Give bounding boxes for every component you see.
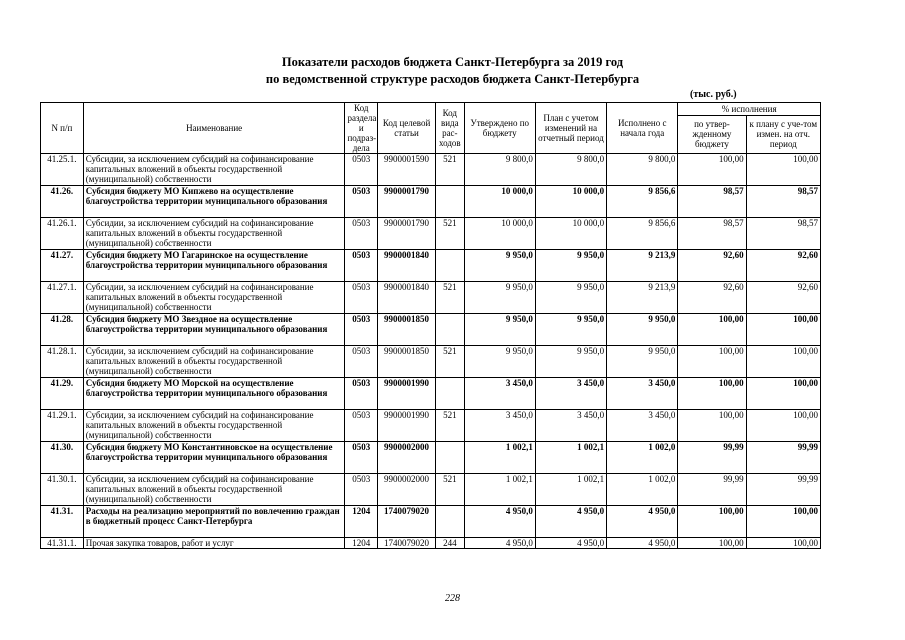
row-kind-cell: 521 — [436, 282, 465, 314]
row-target-cell: 9900001850 — [378, 314, 436, 346]
col-header-pct-group: % исполнения — [678, 103, 821, 116]
row-executed-cell: 9 213,9 — [607, 282, 678, 314]
row-target-cell: 9900001790 — [378, 186, 436, 218]
row-kind-cell — [436, 186, 465, 218]
table-row — [41, 186, 821, 218]
row-approved-cell: 3 450,0 — [464, 378, 535, 410]
col-header-approved: Утверждено по бюджету — [464, 103, 535, 154]
row-executed-cell: 9 856,6 — [607, 186, 678, 218]
row-approved-cell: 1 002,1 — [464, 474, 535, 506]
row-plan-cell: 1 002,1 — [535, 442, 606, 474]
row-pct-budget-cell: 100,00 — [678, 154, 746, 186]
row-target-cell: 9900002000 — [378, 442, 436, 474]
row-kind-cell: 244 — [436, 538, 465, 549]
row-pct-plan-cell: 100,00 — [746, 154, 820, 186]
row-pct-plan-cell: 92,60 — [746, 282, 820, 314]
row-pct-budget-cell: 100,00 — [678, 410, 746, 442]
row-approved-cell: 1 002,1 — [464, 442, 535, 474]
table-row — [41, 538, 821, 549]
report-subtitle: по ведомственной структуре расходов бюджета Санкт-Петербурга — [265, 72, 640, 86]
row-pct-budget-cell: 98,57 — [678, 186, 746, 218]
table-row — [41, 410, 821, 442]
row-name-cell: Субсидия бюджету МО Морской на осуществление благоустройства территории муниципального образования — [83, 378, 345, 410]
row-pct-budget-cell: 92,60 — [678, 250, 746, 282]
table-row — [41, 506, 821, 538]
table-row — [41, 314, 821, 346]
row-section-cell: 0503 — [345, 474, 378, 506]
row-name-cell: Расходы на реализацию мероприятий по вовлечению граждан в бюджетный процесс Санкт-Петербурга — [83, 506, 345, 538]
row-approved-cell: 9 950,0 — [464, 314, 535, 346]
row-section-cell: 0503 — [345, 314, 378, 346]
units-label: (тыс. руб.) — [690, 89, 737, 100]
row-pct-budget-cell: 99,99 — [678, 442, 746, 474]
row-executed-cell: 4 950,0 — [607, 506, 678, 538]
row-section-cell: 1204 — [345, 506, 378, 538]
col-header-plan: План с учетом изменений на отчетный период — [535, 103, 606, 154]
row-approved-cell: 9 800,0 — [464, 154, 535, 186]
row-approved-cell: 3 450,0 — [464, 410, 535, 442]
col-header-kind: Код вида рас-ходов — [436, 103, 465, 154]
col-header-num: N п/п — [41, 103, 84, 154]
table-row — [41, 474, 821, 506]
row-executed-cell: 1 002,0 — [607, 474, 678, 506]
row-executed-cell: 9 950,0 — [607, 346, 678, 378]
row-pct-budget-cell: 99,99 — [678, 474, 746, 506]
row-target-cell: 9900001590 — [378, 154, 436, 186]
row-target-cell: 9900001840 — [378, 250, 436, 282]
row-pct-plan-cell: 98,57 — [746, 186, 820, 218]
row-plan-cell: 4 950,0 — [535, 538, 606, 549]
row-code-cell: 41.25.1. — [41, 154, 84, 186]
row-code-cell: 41.29. — [41, 378, 84, 410]
row-name-cell: Субсидии, за исключением субсидий на софинансирование капитальных вложений в объекты государственной (муниципальной) собственности — [83, 474, 345, 506]
row-section-cell: 0503 — [345, 410, 378, 442]
row-section-cell: 0503 — [345, 186, 378, 218]
table-row — [41, 218, 821, 250]
row-pct-budget-cell: 100,00 — [678, 538, 746, 549]
row-plan-cell: 10 000,0 — [535, 218, 606, 250]
row-name-cell: Субсидия бюджету МО Кипжево на осуществление благоустройства территории муниципального образования — [83, 186, 345, 218]
row-code-cell: 41.27.1. — [41, 282, 84, 314]
table-body — [41, 154, 821, 549]
row-target-cell: 9900001790 — [378, 218, 436, 250]
row-pct-budget-cell: 100,00 — [678, 346, 746, 378]
row-target-cell: 9900001840 — [378, 282, 436, 314]
row-code-cell: 41.30. — [41, 442, 84, 474]
row-pct-plan-cell: 99,99 — [746, 474, 820, 506]
row-code-cell: 41.28.1. — [41, 346, 84, 378]
row-executed-cell: 9 856,6 — [607, 218, 678, 250]
page-number: 228 — [445, 593, 460, 604]
table-row — [41, 282, 821, 314]
row-plan-cell: 9 800,0 — [535, 154, 606, 186]
col-header-target: Код целевой статьи — [378, 103, 436, 154]
row-pct-plan-cell: 100,00 — [746, 410, 820, 442]
row-plan-cell: 9 950,0 — [535, 282, 606, 314]
expenditure-table — [40, 102, 821, 549]
row-pct-plan-cell: 98,57 — [746, 218, 820, 250]
row-approved-cell: 9 950,0 — [464, 346, 535, 378]
row-code-cell: 41.30.1. — [41, 474, 84, 506]
row-kind-cell — [436, 314, 465, 346]
row-approved-cell: 10 000,0 — [464, 218, 535, 250]
row-kind-cell — [436, 506, 465, 538]
row-target-cell: 9900002000 — [378, 474, 436, 506]
row-name-cell: Субсидии, за исключением субсидий на софинансирование капитальных вложений в объекты государственной (муниципальной) собственности — [83, 410, 345, 442]
row-plan-cell: 9 950,0 — [535, 250, 606, 282]
row-code-cell: 41.31. — [41, 506, 84, 538]
row-section-cell: 0503 — [345, 346, 378, 378]
row-pct-plan-cell: 100,00 — [746, 346, 820, 378]
row-approved-cell: 9 950,0 — [464, 250, 535, 282]
row-approved-cell: 4 950,0 — [464, 538, 535, 549]
row-executed-cell: 3 450,0 — [607, 378, 678, 410]
col-header-pct-plan: к плану с уче-том измен. на отч. период — [746, 115, 820, 153]
row-plan-cell: 9 950,0 — [535, 314, 606, 346]
row-pct-budget-cell: 100,00 — [678, 314, 746, 346]
row-target-cell: 9900001850 — [378, 346, 436, 378]
row-plan-cell: 9 950,0 — [535, 346, 606, 378]
row-pct-budget-cell: 92,60 — [678, 282, 746, 314]
row-code-cell: 41.26.1. — [41, 218, 84, 250]
row-kind-cell: 521 — [436, 154, 465, 186]
row-kind-cell: 521 — [436, 410, 465, 442]
row-name-cell: Субсидия бюджету МО Гагаринское на осуществление благоустройства территории муниципального образования — [83, 250, 345, 282]
row-code-cell: 41.31.1. — [41, 538, 84, 549]
col-header-name: Наименование — [83, 103, 345, 154]
row-target-cell: 9900001990 — [378, 378, 436, 410]
table-row — [41, 442, 821, 474]
row-kind-cell — [436, 378, 465, 410]
table-row — [41, 154, 821, 186]
row-pct-plan-cell: 100,00 — [746, 314, 820, 346]
row-name-cell: Субсидии, за исключением субсидий на софинансирование капитальных вложений в объекты государственной (муниципальной) собственности — [83, 154, 345, 186]
row-name-cell: Субсидии, за исключением субсидий на софинансирование капитальных вложений в объекты государственной (муниципальной) собственности — [83, 282, 345, 314]
row-plan-cell: 3 450,0 — [535, 410, 606, 442]
table-row — [41, 250, 821, 282]
row-name-cell: Прочая закупка товаров, работ и услуг — [83, 538, 345, 549]
row-name-cell: Субсидия бюджету МО Звездное на осуществление благоустройства территории муниципального образования — [83, 314, 345, 346]
row-section-cell: 1204 — [345, 538, 378, 549]
col-header-section: Код раздела и подраз-дела — [345, 103, 378, 154]
row-approved-cell: 9 950,0 — [464, 282, 535, 314]
row-executed-cell: 9 213,9 — [607, 250, 678, 282]
row-section-cell: 0503 — [345, 378, 378, 410]
row-section-cell: 0503 — [345, 442, 378, 474]
row-code-cell: 41.28. — [41, 314, 84, 346]
row-executed-cell: 4 950,0 — [607, 538, 678, 549]
row-executed-cell: 1 002,0 — [607, 442, 678, 474]
row-kind-cell — [436, 250, 465, 282]
col-header-executed: Исполнено с начала года — [607, 103, 678, 154]
table-row — [41, 378, 821, 410]
row-name-cell: Субсидии, за исключением субсидий на софинансирование капитальных вложений в объекты государственной (муниципальной) собственности — [83, 218, 345, 250]
row-approved-cell: 4 950,0 — [464, 506, 535, 538]
row-code-cell: 41.29.1. — [41, 410, 84, 442]
row-plan-cell: 4 950,0 — [535, 506, 606, 538]
row-code-cell: 41.27. — [41, 250, 84, 282]
row-executed-cell: 9 800,0 — [607, 154, 678, 186]
col-header-pct-budget: по утвер-жденному бюджету — [678, 115, 746, 153]
row-plan-cell: 3 450,0 — [535, 378, 606, 410]
row-pct-budget-cell: 98,57 — [678, 218, 746, 250]
row-section-cell: 0503 — [345, 250, 378, 282]
row-plan-cell: 10 000,0 — [535, 186, 606, 218]
row-pct-plan-cell: 92,60 — [746, 250, 820, 282]
row-executed-cell: 3 450,0 — [607, 410, 678, 442]
row-name-cell: Субсидии, за исключением субсидий на софинансирование капитальных вложений в объекты государственной (муниципальной) собственности — [83, 346, 345, 378]
row-pct-plan-cell: 100,00 — [746, 506, 820, 538]
row-kind-cell: 521 — [436, 346, 465, 378]
table-header — [41, 103, 821, 154]
row-section-cell: 0503 — [345, 218, 378, 250]
row-kind-cell: 521 — [436, 474, 465, 506]
row-kind-cell — [436, 442, 465, 474]
row-pct-budget-cell: 100,00 — [678, 506, 746, 538]
row-name-cell: Субсидия бюджету МО Константиновское на осуществление благоустройства территории муниципального образования — [83, 442, 345, 474]
row-code-cell: 41.26. — [41, 186, 84, 218]
table-row — [41, 346, 821, 378]
row-target-cell: 1740079020 — [378, 506, 436, 538]
row-section-cell: 0503 — [345, 154, 378, 186]
row-kind-cell: 521 — [436, 218, 465, 250]
row-section-cell: 0503 — [345, 282, 378, 314]
row-pct-plan-cell: 100,00 — [746, 538, 820, 549]
row-approved-cell: 10 000,0 — [464, 186, 535, 218]
row-target-cell: 9900001990 — [378, 410, 436, 442]
row-pct-budget-cell: 100,00 — [678, 378, 746, 410]
row-plan-cell: 1 002,1 — [535, 474, 606, 506]
row-target-cell: 1740079020 — [378, 538, 436, 549]
row-pct-plan-cell: 100,00 — [746, 378, 820, 410]
row-pct-plan-cell: 99,99 — [746, 442, 820, 474]
report-title: Показатели расходов бюджета Санкт-Петербурга за 2019 год — [281, 55, 624, 69]
row-executed-cell: 9 950,0 — [607, 314, 678, 346]
